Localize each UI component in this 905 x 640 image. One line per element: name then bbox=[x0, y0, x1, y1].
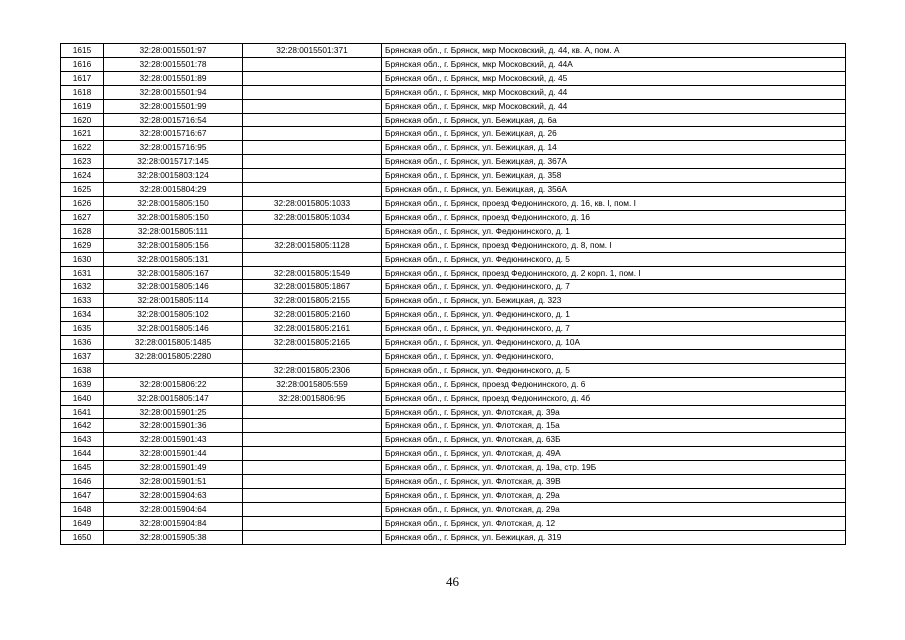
cadastral-table bbox=[60, 43, 846, 545]
cadastral-number-cell: 32:28:0015501:89 bbox=[104, 71, 243, 85]
related-cadastral-number-cell bbox=[243, 99, 382, 113]
related-cadastral-number-cell bbox=[243, 169, 382, 183]
address-cell: Брянская обл., г. Брянск, проезд Федюнинского, д. 6 bbox=[382, 377, 846, 391]
cadastral-number-cell: 32:28:0015805:146 bbox=[104, 280, 243, 294]
row-number-cell: 1626 bbox=[61, 196, 104, 210]
cadastral-number-cell: 32:28:0015805:102 bbox=[104, 308, 243, 322]
cadastral-number-cell: 32:28:0015805:156 bbox=[104, 238, 243, 252]
address-cell: Брянская обл., г. Брянск, мкр Московский, д. 44 bbox=[382, 85, 846, 99]
cadastral-number-cell: 32:28:0015904:64 bbox=[104, 502, 243, 516]
cadastral-number-cell: 32:28:0015805:131 bbox=[104, 252, 243, 266]
row-number-cell: 1645 bbox=[61, 461, 104, 475]
address-cell: Брянская обл., г. Брянск, ул. Федюнинского, д. 7 bbox=[382, 322, 846, 336]
address-cell: Брянская обл., г. Брянск, ул. Бежицкая, д. 323 bbox=[382, 294, 846, 308]
row-number-cell: 1615 bbox=[61, 44, 104, 58]
table-row bbox=[61, 530, 846, 544]
address-cell: Брянская обл., г. Брянск, мкр Московский, д. 44А bbox=[382, 57, 846, 71]
address-cell: Брянская обл., г. Брянск, ул. Бежицкая, д. 358 bbox=[382, 169, 846, 183]
table-row bbox=[61, 85, 846, 99]
row-number-cell: 1638 bbox=[61, 363, 104, 377]
address-cell: Брянская обл., г. Брянск, ул. Флотская, д. 39а bbox=[382, 405, 846, 419]
related-cadastral-number-cell bbox=[243, 127, 382, 141]
cadastral-number-cell: 32:28:0015717:145 bbox=[104, 155, 243, 169]
address-cell: Брянская обл., г. Брянск, проезд Федюнинского, д. 16 bbox=[382, 210, 846, 224]
related-cadastral-number-cell: 32:28:0015806:95 bbox=[243, 391, 382, 405]
table-row bbox=[61, 57, 846, 71]
address-cell: Брянская обл., г. Брянск, ул. Бежицкая, д. 14 bbox=[382, 141, 846, 155]
table-row bbox=[61, 419, 846, 433]
address-cell: Брянская обл., г. Брянск, ул. Флотская, д. 63Б bbox=[382, 433, 846, 447]
address-cell: Брянская обл., г. Брянск, ул. Флотская, д. 15а bbox=[382, 419, 846, 433]
table-row bbox=[61, 391, 846, 405]
related-cadastral-number-cell bbox=[243, 489, 382, 503]
row-number-cell: 1648 bbox=[61, 502, 104, 516]
cadastral-number-cell: 32:28:0015901:51 bbox=[104, 475, 243, 489]
table-row bbox=[61, 44, 846, 58]
table-row bbox=[61, 266, 846, 280]
related-cadastral-number-cell bbox=[243, 475, 382, 489]
row-number-cell: 1634 bbox=[61, 308, 104, 322]
address-cell: Брянская обл., г. Брянск, проезд Федюнинского, д. 16, кв. I, пом. I bbox=[382, 196, 846, 210]
address-cell: Брянская обл., г. Брянск, проезд Федюнинского, д. 4б bbox=[382, 391, 846, 405]
table-row bbox=[61, 405, 846, 419]
table-row bbox=[61, 308, 846, 322]
table-row bbox=[61, 377, 846, 391]
cadastral-number-cell: 32:28:0015805:114 bbox=[104, 294, 243, 308]
table-row bbox=[61, 447, 846, 461]
related-cadastral-number-cell: 32:28:0015805:2155 bbox=[243, 294, 382, 308]
related-cadastral-number-cell: 32:28:0015805:1033 bbox=[243, 196, 382, 210]
related-cadastral-number-cell bbox=[243, 252, 382, 266]
related-cadastral-number-cell bbox=[243, 113, 382, 127]
address-cell: Брянская обл., г. Брянск, ул. Федюнинского, bbox=[382, 349, 846, 363]
table-row bbox=[61, 238, 846, 252]
address-cell: Брянская обл., г. Брянск, ул. Бежицкая, д. 356А bbox=[382, 183, 846, 197]
related-cadastral-number-cell: 32:28:0015805:2160 bbox=[243, 308, 382, 322]
cadastral-number-cell: 32:28:0015805:167 bbox=[104, 266, 243, 280]
cadastral-number-cell: 32:28:0015901:36 bbox=[104, 419, 243, 433]
address-cell: Брянская обл., г. Брянск, ул. Флотская, д. 19а, стр. 19Б bbox=[382, 461, 846, 475]
row-number-cell: 1631 bbox=[61, 266, 104, 280]
cadastral-number-cell: 32:28:0015901:44 bbox=[104, 447, 243, 461]
address-cell: Брянская обл., г. Брянск, мкр Московский, д. 44 bbox=[382, 99, 846, 113]
cadastral-number-cell: 32:28:0015806:22 bbox=[104, 377, 243, 391]
cadastral-number-cell: 32:28:0015805:150 bbox=[104, 210, 243, 224]
related-cadastral-number-cell bbox=[243, 141, 382, 155]
cadastral-number-cell: 32:28:0015805:147 bbox=[104, 391, 243, 405]
page-number: 46 bbox=[446, 574, 459, 589]
cadastral-number-cell: 32:28:0015501:97 bbox=[104, 44, 243, 58]
cadastral-number-cell: 32:28:0015805:146 bbox=[104, 322, 243, 336]
cadastral-number-cell: 32:28:0015904:63 bbox=[104, 489, 243, 503]
table-row bbox=[61, 502, 846, 516]
table-row bbox=[61, 475, 846, 489]
address-cell: Брянская обл., г. Брянск, ул. Федюнинского, д. 7 bbox=[382, 280, 846, 294]
row-number-cell: 1635 bbox=[61, 322, 104, 336]
address-cell: Брянская обл., г. Брянск, ул. Флотская, д. 12 bbox=[382, 516, 846, 530]
cadastral-number-cell: 32:28:0015901:25 bbox=[104, 405, 243, 419]
row-number-cell: 1633 bbox=[61, 294, 104, 308]
address-cell: Брянская обл., г. Брянск, мкр Московский, д. 45 bbox=[382, 71, 846, 85]
row-number-cell: 1640 bbox=[61, 391, 104, 405]
cadastral-number-cell: 32:28:0015716:54 bbox=[104, 113, 243, 127]
row-number-cell: 1629 bbox=[61, 238, 104, 252]
address-cell: Брянская обл., г. Брянск, ул. Бежицкая, д. 319 bbox=[382, 530, 846, 544]
row-number-cell: 1639 bbox=[61, 377, 104, 391]
address-cell: Брянская обл., г. Брянск, ул. Федюнинского, д. 1 bbox=[382, 308, 846, 322]
table-row bbox=[61, 336, 846, 350]
address-cell: Брянская обл., г. Брянск, ул. Федюнинского, д. 5 bbox=[382, 252, 846, 266]
related-cadastral-number-cell: 32:28:0015805:2306 bbox=[243, 363, 382, 377]
row-number-cell: 1617 bbox=[61, 71, 104, 85]
table-row bbox=[61, 196, 846, 210]
table-row bbox=[61, 280, 846, 294]
related-cadastral-number-cell bbox=[243, 85, 382, 99]
row-number-cell: 1619 bbox=[61, 99, 104, 113]
cadastral-number-cell: 32:28:0015805:1485 bbox=[104, 336, 243, 350]
row-number-cell: 1642 bbox=[61, 419, 104, 433]
row-number-cell: 1621 bbox=[61, 127, 104, 141]
row-number-cell: 1646 bbox=[61, 475, 104, 489]
address-cell: Брянская обл., г. Брянск, ул. Федюнинского, д. 10А bbox=[382, 336, 846, 350]
row-number-cell: 1616 bbox=[61, 57, 104, 71]
related-cadastral-number-cell bbox=[243, 433, 382, 447]
row-number-cell: 1650 bbox=[61, 530, 104, 544]
related-cadastral-number-cell bbox=[243, 183, 382, 197]
related-cadastral-number-cell bbox=[243, 405, 382, 419]
table-row bbox=[61, 363, 846, 377]
address-cell: Брянская обл., г. Брянск, ул. Флотская, д. 29а bbox=[382, 489, 846, 503]
row-number-cell: 1644 bbox=[61, 447, 104, 461]
row-number-cell: 1647 bbox=[61, 489, 104, 503]
related-cadastral-number-cell bbox=[243, 155, 382, 169]
table-row bbox=[61, 183, 846, 197]
table-row bbox=[61, 210, 846, 224]
row-number-cell: 1625 bbox=[61, 183, 104, 197]
table-body bbox=[61, 44, 846, 545]
row-number-cell: 1627 bbox=[61, 210, 104, 224]
row-number-cell: 1641 bbox=[61, 405, 104, 419]
table-row bbox=[61, 433, 846, 447]
row-number-cell: 1637 bbox=[61, 349, 104, 363]
row-number-cell: 1643 bbox=[61, 433, 104, 447]
row-number-cell: 1632 bbox=[61, 280, 104, 294]
cadastral-number-cell: 32:28:0015805:2280 bbox=[104, 349, 243, 363]
address-cell: Брянская обл., г. Брянск, ул. Флотская, д. 49А bbox=[382, 447, 846, 461]
address-cell: Брянская обл., г. Брянск, ул. Федюнинского, д. 1 bbox=[382, 224, 846, 238]
cadastral-number-cell: 32:28:0015501:78 bbox=[104, 57, 243, 71]
table-row bbox=[61, 99, 846, 113]
related-cadastral-number-cell bbox=[243, 447, 382, 461]
related-cadastral-number-cell bbox=[243, 502, 382, 516]
table-row bbox=[61, 489, 846, 503]
cadastral-number-cell: 32:28:0015804:29 bbox=[104, 183, 243, 197]
row-number-cell: 1628 bbox=[61, 224, 104, 238]
table-row bbox=[61, 113, 846, 127]
table-row bbox=[61, 224, 846, 238]
table-row bbox=[61, 169, 846, 183]
row-number-cell: 1620 bbox=[61, 113, 104, 127]
cadastral-number-cell: 32:28:0015501:99 bbox=[104, 99, 243, 113]
related-cadastral-number-cell bbox=[243, 71, 382, 85]
table-row bbox=[61, 349, 846, 363]
related-cadastral-number-cell: 32:28:0015805:1867 bbox=[243, 280, 382, 294]
row-number-cell: 1636 bbox=[61, 336, 104, 350]
address-cell: Брянская обл., г. Брянск, ул. Бежицкая, д. 367А bbox=[382, 155, 846, 169]
related-cadastral-number-cell: 32:28:0015805:2165 bbox=[243, 336, 382, 350]
related-cadastral-number-cell bbox=[243, 224, 382, 238]
cadastral-number-cell bbox=[104, 363, 243, 377]
address-cell: Брянская обл., г. Брянск, проезд Федюнинского, д. 8, пом. I bbox=[382, 238, 846, 252]
address-cell: Брянская обл., г. Брянск, ул. Бежицкая, д. 6а bbox=[382, 113, 846, 127]
table-row bbox=[61, 141, 846, 155]
address-cell: Брянская обл., г. Брянск, мкр Московский, д. 44, кв. А, пом. А bbox=[382, 44, 846, 58]
cadastral-number-cell: 32:28:0015803:124 bbox=[104, 169, 243, 183]
table-row bbox=[61, 155, 846, 169]
related-cadastral-number-cell: 32:28:0015805:1034 bbox=[243, 210, 382, 224]
related-cadastral-number-cell bbox=[243, 57, 382, 71]
row-number-cell: 1649 bbox=[61, 516, 104, 530]
related-cadastral-number-cell bbox=[243, 461, 382, 475]
table-row bbox=[61, 322, 846, 336]
related-cadastral-number-cell: 32:28:0015805:559 bbox=[243, 377, 382, 391]
related-cadastral-number-cell bbox=[243, 530, 382, 544]
related-cadastral-number-cell: 32:28:0015805:2161 bbox=[243, 322, 382, 336]
cadastral-number-cell: 32:28:0015901:49 bbox=[104, 461, 243, 475]
related-cadastral-number-cell bbox=[243, 516, 382, 530]
related-cadastral-number-cell: 32:28:0015805:1128 bbox=[243, 238, 382, 252]
cadastral-number-cell: 32:28:0015805:111 bbox=[104, 224, 243, 238]
address-cell: Брянская обл., г. Брянск, ул. Флотская, д. 39В bbox=[382, 475, 846, 489]
cadastral-number-cell: 32:28:0015905:38 bbox=[104, 530, 243, 544]
table-row bbox=[61, 516, 846, 530]
address-cell: Брянская обл., г. Брянск, ул. Бежицкая, д. 26 bbox=[382, 127, 846, 141]
address-cell: Брянская обл., г. Брянск, ул. Флотская, д. 29а bbox=[382, 502, 846, 516]
table-row bbox=[61, 71, 846, 85]
row-number-cell: 1630 bbox=[61, 252, 104, 266]
row-number-cell: 1624 bbox=[61, 169, 104, 183]
related-cadastral-number-cell: 32:28:0015501:371 bbox=[243, 44, 382, 58]
table-row bbox=[61, 461, 846, 475]
table-row bbox=[61, 294, 846, 308]
related-cadastral-number-cell: 32:28:0015805:1549 bbox=[243, 266, 382, 280]
cadastral-number-cell: 32:28:0015501:94 bbox=[104, 85, 243, 99]
table-row bbox=[61, 127, 846, 141]
row-number-cell: 1623 bbox=[61, 155, 104, 169]
row-number-cell: 1622 bbox=[61, 141, 104, 155]
related-cadastral-number-cell bbox=[243, 349, 382, 363]
cadastral-number-cell: 32:28:0015904:84 bbox=[104, 516, 243, 530]
row-number-cell: 1618 bbox=[61, 85, 104, 99]
cadastral-number-cell: 32:28:0015805:150 bbox=[104, 196, 243, 210]
table-row bbox=[61, 252, 846, 266]
address-cell: Брянская обл., г. Брянск, ул. Федюнинского, д. 5 bbox=[382, 363, 846, 377]
related-cadastral-number-cell bbox=[243, 419, 382, 433]
cadastral-number-cell: 32:28:0015901:43 bbox=[104, 433, 243, 447]
address-cell: Брянская обл., г. Брянск, проезд Федюнинского, д. 2 корп. 1, пом. I bbox=[382, 266, 846, 280]
cadastral-number-cell: 32:28:0015716:95 bbox=[104, 141, 243, 155]
cadastral-number-cell: 32:28:0015716:67 bbox=[104, 127, 243, 141]
